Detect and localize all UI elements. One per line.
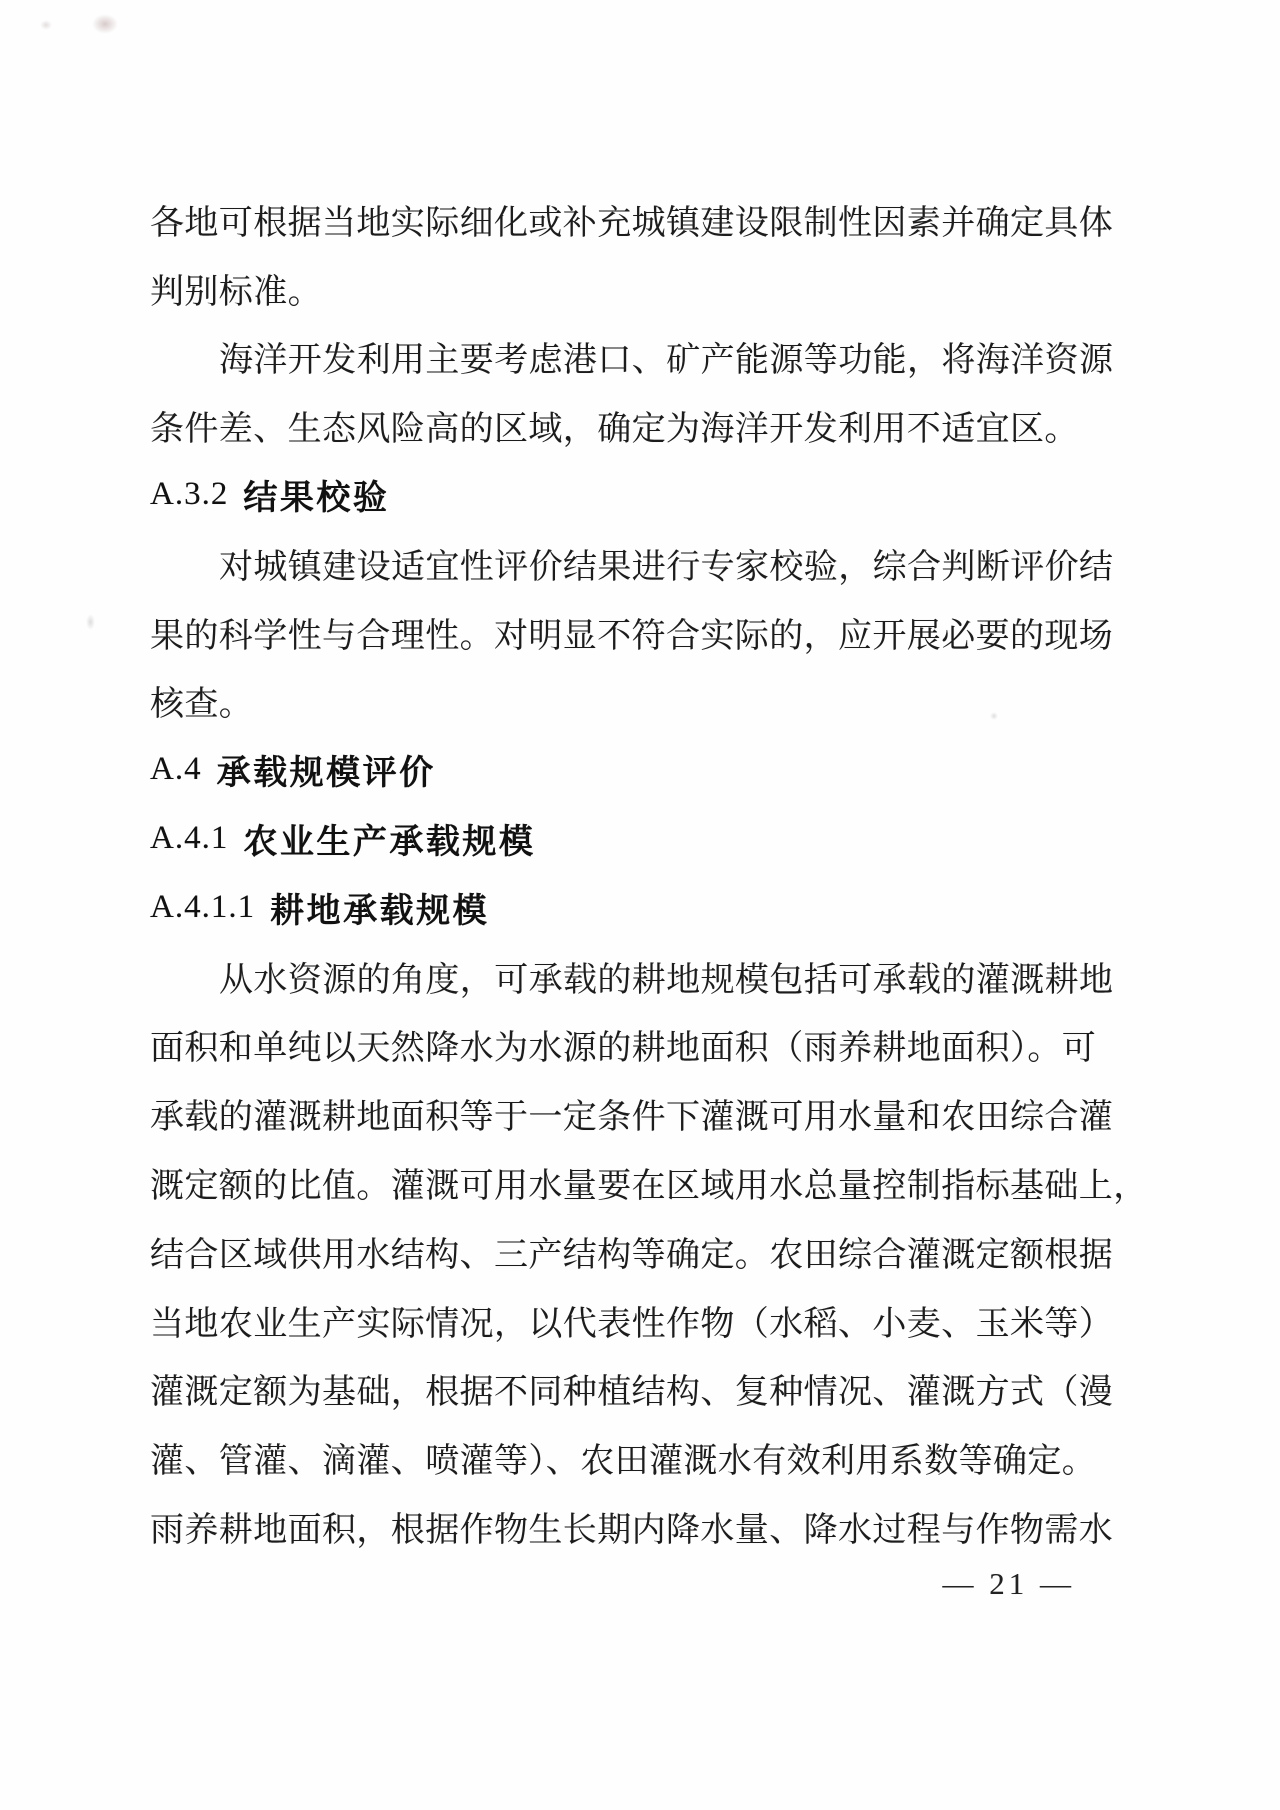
scan-smudge	[92, 14, 118, 34]
text-line: 对城镇建设适宜性评价结果进行专家校验，综合判断评价结	[219, 548, 1114, 586]
heading-title: 结果校验	[243, 479, 390, 518]
heading-title: 耕地承载规模	[270, 891, 490, 930]
text-line: 核查。	[150, 686, 254, 724]
text-line: 灌、管灌、滴灌、喷灌等）、农田灌溉水有效利用系数等确定。	[150, 1443, 1097, 1481]
section-heading	[150, 460, 1102, 529]
text-line: 灌溉定额为基础，根据不同种植结构、复种情况、灌溉方式（漫	[150, 1374, 1114, 1412]
text-line: 溉定额的比值。灌溉可用水量要在区域用水总量控制指标基础上，	[150, 1168, 1148, 1206]
section-heading	[150, 804, 1102, 873]
document-body	[150, 185, 1148, 1561]
heading-number: A.4	[150, 751, 202, 788]
section-heading	[150, 873, 1102, 942]
text-line: 当地农业生产实际情况，以代表性作物（水稻、小麦、玉米等）	[150, 1305, 1114, 1343]
text-line: 面积和单纯以天然降水为水源的耕地面积（雨养耕地面积）。可	[150, 1030, 1097, 1068]
heading-number: A.3.2	[150, 476, 229, 513]
text-line: 雨养耕地面积，根据作物生长期内降水量、降水过程与作物需水	[150, 1512, 1114, 1550]
text-line: 各地可根据当地实际细化或补充城镇建设限制性因素并确定具体	[150, 204, 1114, 242]
text-line: 判别标准。	[150, 273, 322, 311]
text-line: 承载的灌溉耕地面积等于一定条件下灌溉可用水量和农田综合灌	[150, 1099, 1114, 1137]
text-line: 结合区域供用水结构、三产结构等确定。农田综合灌溉定额根据	[150, 1236, 1114, 1274]
text-line: 海洋开发利用主要考虑港口、矿产能源等功能，将海洋资源	[219, 342, 1114, 380]
text-line: 果的科学性与合理性。对明显不符合实际的，应开展必要的现场	[150, 617, 1114, 655]
scan-smudge	[86, 614, 95, 630]
text-line: 从水资源的角度，可承载的耕地规模包括可承载的灌溉耕地	[219, 961, 1114, 999]
section-heading	[150, 735, 1102, 804]
page-number: — 21 —	[942, 1566, 1075, 1601]
heading-title: 承载规模评价	[216, 754, 436, 793]
heading-title: 农业生产承载规模	[243, 823, 536, 862]
text-line: 条件差、生态风险高的区域，确定为海洋开发利用不适宜区。	[150, 411, 1079, 449]
scan-smudge	[40, 20, 52, 30]
heading-number: A.4.1.1	[150, 888, 256, 925]
heading-number: A.4.1	[150, 820, 229, 857]
